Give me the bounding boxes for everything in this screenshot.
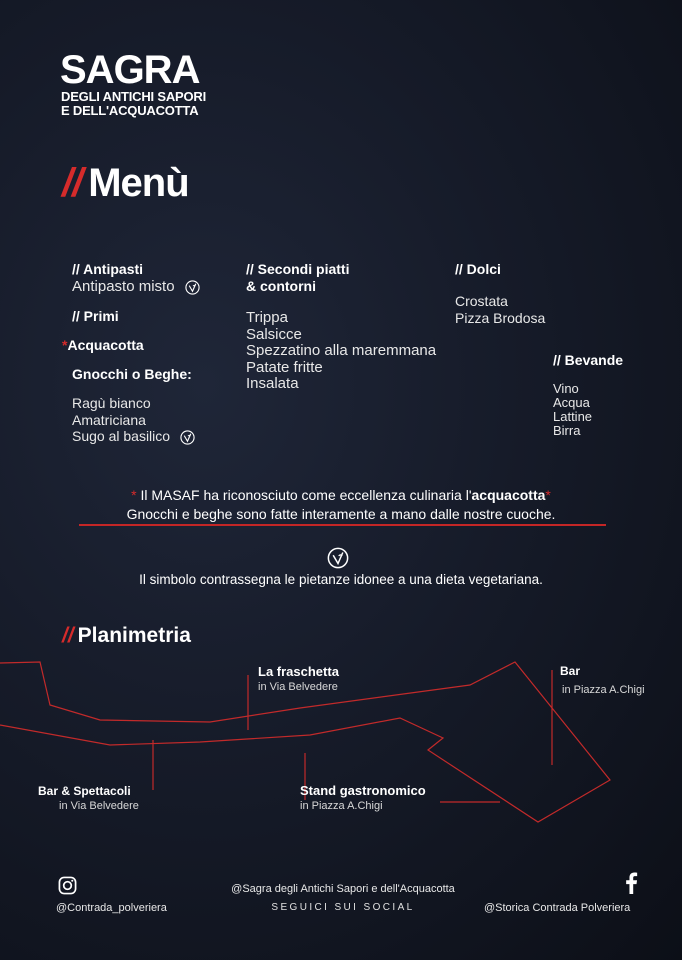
masaf-note-bold: acquacotta xyxy=(471,487,546,503)
acquacotta-label: Acquacotta xyxy=(67,337,144,353)
handmade-note: Gnocchi e beghe sono fatte interamente a mano dalle nostre cuoche. xyxy=(126,506,556,522)
list-item: Insalata xyxy=(246,375,299,392)
divider xyxy=(79,524,606,526)
place-name: Stand gastronomico xyxy=(300,783,426,798)
bevande-heading: // Bevande xyxy=(553,352,624,368)
antipasti-heading: // Antipasti xyxy=(72,261,144,277)
instagram-handle[interactable]: @Contrada_polveriera xyxy=(56,902,167,914)
sagra-page-handle[interactable]: @Sagra degli Antichi Sapori e dell'Acquacotta xyxy=(231,883,455,895)
list-item: Acqua xyxy=(553,395,590,410)
place-location: in Piazza A.Chigi xyxy=(300,800,383,812)
star-icon: * xyxy=(545,487,551,503)
social-label: SEGUICI SUI SOCIAL xyxy=(271,902,415,913)
place-fraschetta xyxy=(258,664,339,694)
planimetria-title-text: Planimetria xyxy=(77,624,191,647)
logo-title: SAGRA xyxy=(60,48,200,92)
list-item: Amatriciana xyxy=(72,411,146,428)
vegetarian-icon xyxy=(180,430,195,445)
primi-heading: // Primi xyxy=(72,308,119,324)
logo-subtitle xyxy=(61,90,206,118)
primi-acquacotta xyxy=(62,337,144,354)
place-name: Bar & Spettacoli xyxy=(38,784,131,798)
place-name: La fraschetta xyxy=(258,664,339,679)
list-item: Birra xyxy=(553,423,581,438)
list-item: Crostata xyxy=(455,293,508,309)
list-item: Salsicce xyxy=(246,325,302,343)
menu-title xyxy=(62,160,189,206)
menu-title-slashes: // xyxy=(62,161,83,205)
list-item: Trippa xyxy=(246,309,288,326)
secondi-list xyxy=(246,310,436,393)
list-item: Ragù bianco xyxy=(72,395,151,411)
vegetarian-icon xyxy=(185,280,200,295)
masaf-note-text: Il MASAF ha riconosciuto come eccellenza culinaria l' xyxy=(140,487,472,503)
primi-list xyxy=(72,395,195,445)
place-bar xyxy=(560,663,645,697)
star-icon: * xyxy=(62,337,68,353)
list-item: Lattine xyxy=(553,409,593,424)
place-location: in Via Belvedere xyxy=(258,681,338,693)
secondi-heading-line1: // Secondi piatti xyxy=(246,261,350,277)
secondi-heading xyxy=(246,261,349,295)
planimetria-title-slashes: // xyxy=(62,624,74,647)
place-bar-spettacoli xyxy=(38,783,139,813)
instagram-icon[interactable] xyxy=(58,876,77,895)
place-location: in Via Belvedere xyxy=(59,800,139,812)
bevande-list xyxy=(553,382,592,438)
place-stand xyxy=(300,783,426,813)
place-location: in Piazza A.Chigi xyxy=(562,684,645,696)
masaf-note xyxy=(60,485,622,505)
logo-subtitle-line2: E DELL'ACQUACOTTA xyxy=(61,103,199,118)
list-item-label: Sugo al basilico xyxy=(72,428,171,444)
antipasti-item-label: Antipasto misto xyxy=(72,278,175,295)
antipasti-item xyxy=(72,279,200,296)
vegetarian-icon xyxy=(327,547,349,569)
gnocchi-heading: Gnocchi o Beghe: xyxy=(72,366,192,382)
list-item: Vino xyxy=(553,381,579,396)
list-item: Spezzatino alla maremmana xyxy=(246,342,437,359)
list-item: Pizza Brodosa xyxy=(455,309,546,326)
facebook-handle[interactable]: @Storica Contrada Polveriera xyxy=(484,902,631,914)
dolci-heading: // Dolci xyxy=(455,261,501,277)
planimetria-title xyxy=(62,622,191,650)
menu-title-text: Menù xyxy=(88,161,189,205)
place-name: Bar xyxy=(560,664,581,678)
logo-subtitle-line1: DEGLI ANTICHI SAPORI xyxy=(61,89,207,104)
vegetarian-note: Il simbolo contrassegna le pietanze idonee a una dieta vegetariana. xyxy=(139,572,543,587)
dolci-list xyxy=(455,293,545,326)
star-icon: * xyxy=(131,487,137,503)
secondi-heading-line2: & contorni xyxy=(246,278,316,294)
facebook-icon[interactable] xyxy=(624,872,638,894)
list-item xyxy=(72,428,195,445)
list-item: Patate fritte xyxy=(246,358,323,376)
